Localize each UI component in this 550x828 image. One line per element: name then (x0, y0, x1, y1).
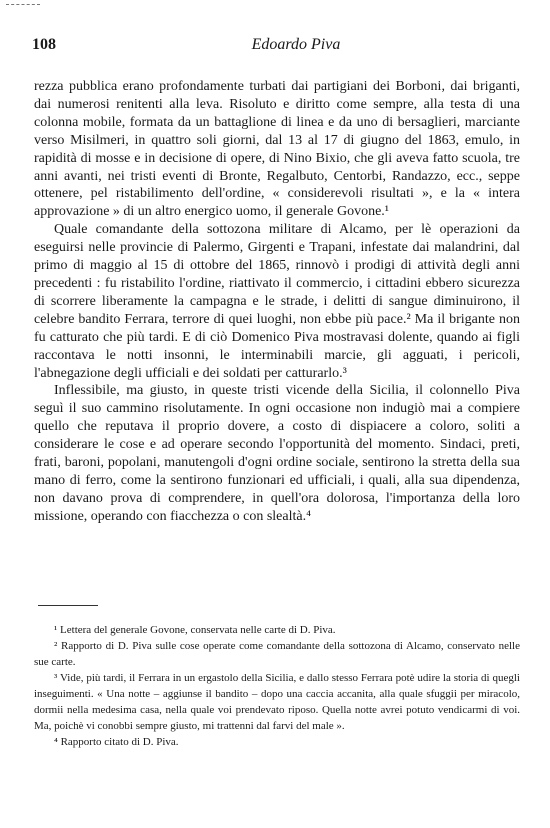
page-number: 108 (32, 36, 56, 53)
footnotes (34, 622, 520, 750)
page-header (32, 36, 520, 58)
footnote-1: ¹ Lettera del generale Govone, conservata nelle carte di D. Piva. (54, 624, 336, 636)
paragraph-2: Quale comandante della sottozona militare di Alcamo, per lè operazioni da eseguirsi nelle provincie di Palermo, Girgenti e Trapani, infestate dai malandrini, dal primo di maggio al 15 di ottobre del 1865, rinnovò i prodigi di attività degli anni precedenti : fu ristabilito l'ordine, riattivato il commercio, i cittadini ebbero sicurezza di scorrere liberamente la campagna e le strade, i delitti di sangue diminuirono, il celebre bandito Ferrara, terrore di quei luoghi, non ebbe più pace.² Ma il brigante non fu catturato che più tardi. E di ciò Domenico Piva mostravasi dolente, quando ai figli raccontava le notti insonni, le interminabili marcie, gli agguati, i pericoli, l'abnegazione degli ufficiali e dei soldati per catturarlo.³ (34, 222, 520, 381)
footnote-3: ³ Vide, più tardi, il Ferrara in un ergastolo della Sicilia, e dallo stesso Ferrara potè udire la storia di quegli inseguimenti. « Una notte – aggiunse il bandito – dopo una caccia accanita, alla quale sfuggii per miracolo, dormii nella medesima casa, nella quale voi prendevato riposo. Quella notte avrei potuto vendicarmi di voi. Ma, poichè vi conobbi sempre giusto, mi trattenni dal farvi del male ». (34, 672, 520, 732)
paragraph-1: rezza pubblica erano profondamente turbati dai partigiani dei Borboni, dai briganti, dai numerosi renitenti alla leva. Risoluto e diritto come sempre, alla testa di una colonna mobile, formata da un battaglione di linea e da uno di bersaglieri, marciante verso Misilmeri, in quattro soli giorni, dal 13 al 17 di giugno del 1863, emulo, in rapidità di mosse e in decisione di opere, di Nino Bixio, che gli aveva fatto scuola, tre anni avanti, nei tristi eventi di Bronte, Regalbuto, Centorbi, Randazzo, ecc., seppe ottenere, pel ristabilimento dell'ordine, « considerevoli risultati », e la « intera approvazione » di un altro energico uomo, il generale Govone.¹ (34, 79, 520, 220)
scan-corner-mark (6, 4, 40, 6)
footnote-2: ² Rapporto di D. Piva sulle cose operate come comandante della sottozona di Alcamo, conservato nelle sue carte. (34, 640, 520, 668)
main-text (34, 78, 520, 526)
running-title: Edoardo Piva (251, 36, 341, 53)
paragraph-3: Inflessibile, ma giusto, in queste tristi vicende della Sicilia, il colonnello Piva seguì il suo cammino risolutamente. In ogni occasione non indugiò mai a compiere quello che reputava il proprio dovere, a costo di dispiacere a coloro, soliti a considerare le cose e ad operare secondo l'opportunità del momento. Sindaci, preti, frati, baroni, popolani, manutengoli d'ogni ordine sociale, sentirono la stretta della sua mano di ferro, come la sentirono funzionari ed ufficiali, i quali, alla sua dipendenza, non davano prova di comprendere, in quell'ora dolorosa, l'importanza della loro missione, operando con fiacchezza o con slealtà.⁴ (34, 383, 520, 524)
footnote-divider (38, 605, 98, 606)
footnote-4: ⁴ Rapporto citato di D. Piva. (54, 736, 179, 748)
